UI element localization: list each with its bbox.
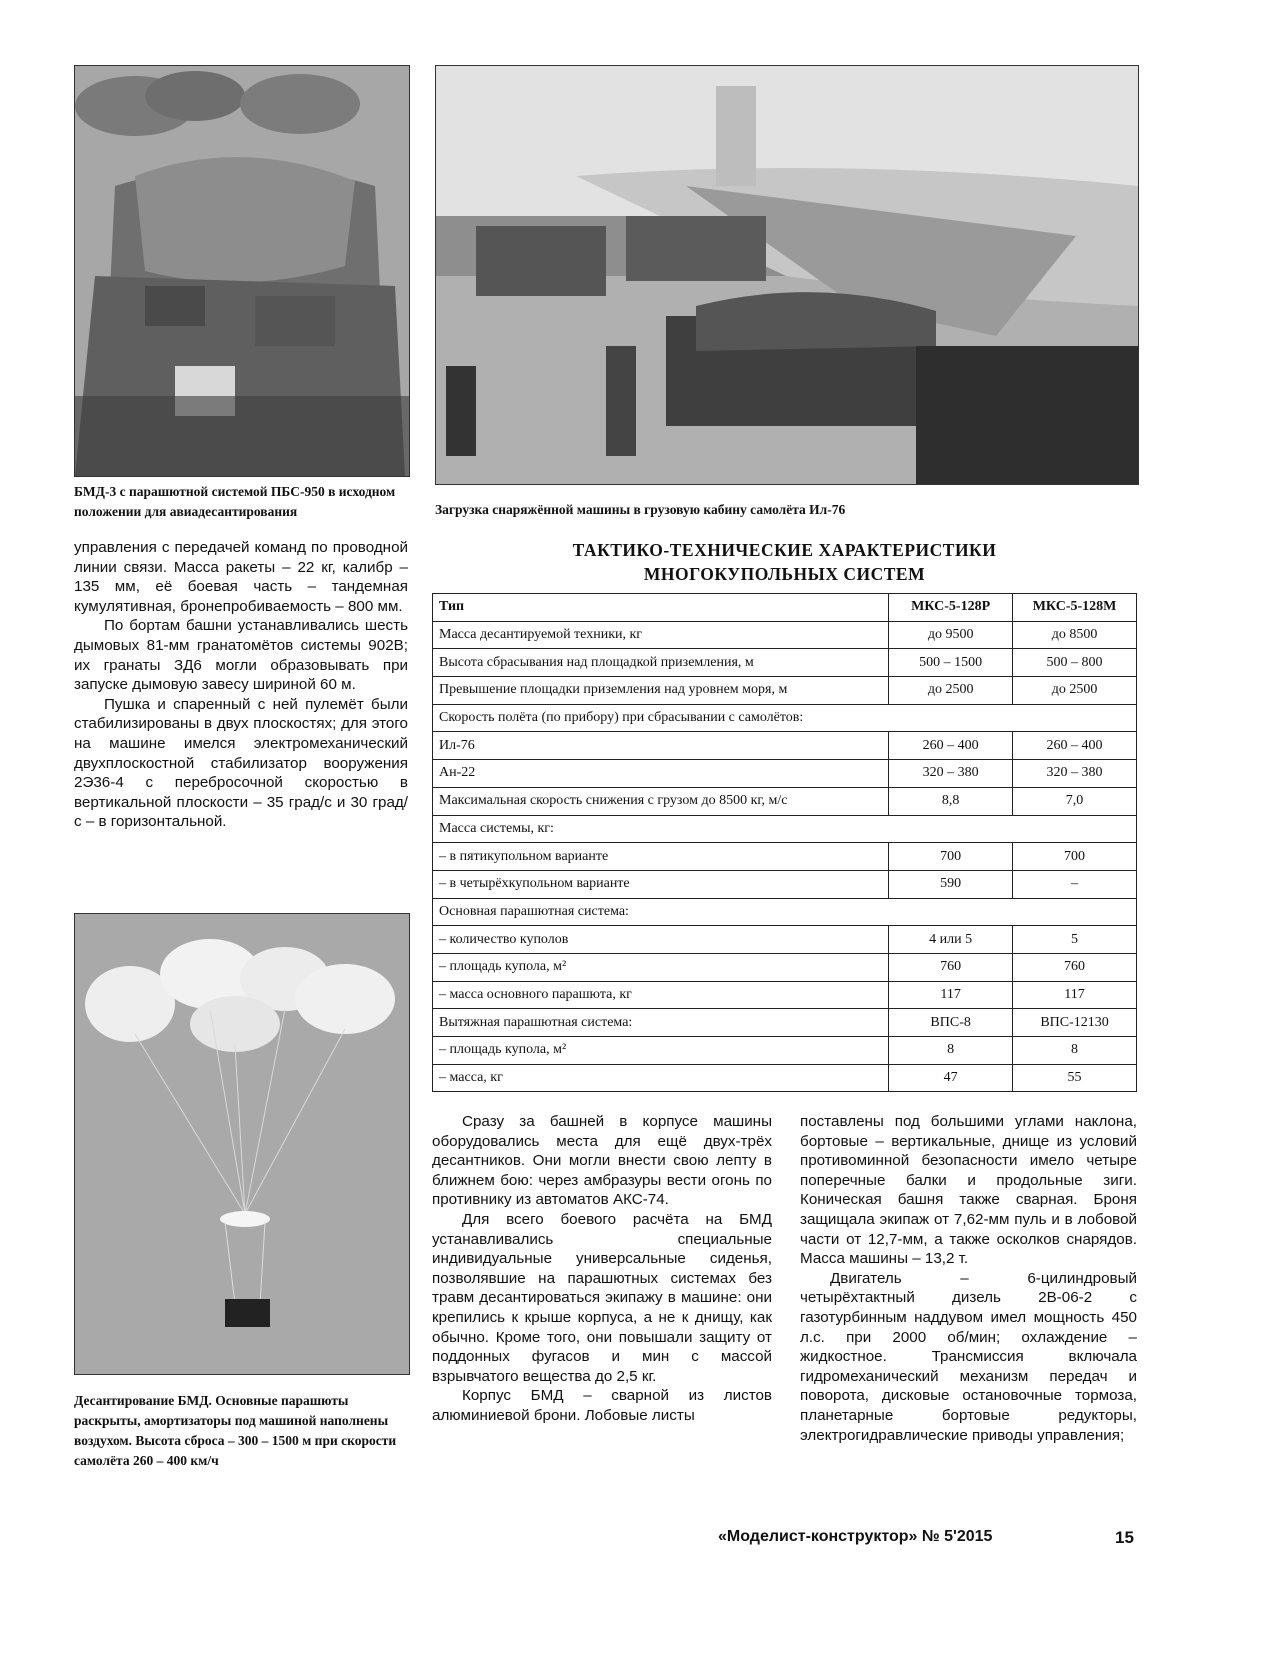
table-row [433, 981, 1137, 1009]
table-param-cell: – масса, кг [433, 1064, 889, 1092]
table-value-cell: 260 – 400 [1013, 732, 1137, 760]
table-param-cell: Превышение площадки приземления над уровнем моря, м [433, 677, 889, 705]
table-section-cell: Скорость полёта (по прибору) при сбрасывании с самолётов: [433, 704, 1137, 732]
table-value-cell: до 2500 [889, 677, 1013, 705]
table-value-cell: 8 [1013, 1037, 1137, 1065]
paragraph: Корпус БМД – сварной из листов алюминиевой брони. Лобовые листы [432, 1387, 772, 1424]
table-row [433, 953, 1137, 981]
photo-bmd-parachute-drop [74, 913, 410, 1375]
table-value-cell: 700 [889, 843, 1013, 871]
table-value-cell: 590 [889, 870, 1013, 898]
table-value-cell: 7,0 [1013, 787, 1137, 815]
header-mks-128m: МКС-5-128М [1013, 594, 1137, 622]
table-value-cell: 47 [889, 1064, 1013, 1092]
right-column-text [800, 1112, 1137, 1445]
table-param-cell: Ил-76 [433, 732, 889, 760]
table-row [433, 677, 1137, 705]
table-row [433, 649, 1137, 677]
table-row [433, 898, 1137, 926]
table-value-cell: 5 [1013, 926, 1137, 954]
middle-column-text [432, 1112, 772, 1426]
table-param-cell: – в четырёхкупольном варианте [433, 870, 889, 898]
table-value-cell: 320 – 380 [889, 760, 1013, 788]
table-title [432, 538, 1137, 586]
paragraph: Двигатель – 6-цилиндровый четырёхтактный дизель 2В-06-2 с газотурбинным наддувом имел мощность 450 л.с. при 2000 об/мин; охлаждение – жидкостное. Трансмиссия включала гидромеханический механизм передач и поворота, дисковые остановочные тормоза, планетарные бортовые редукторы, электрогидравлические приводы управления; [800, 1269, 1137, 1444]
paragraph: управления с передачей команд по проводной линии связи. Масса ракеты – 22 кг, калибр – 135 мм, её боевая часть – тандемная кумулятивная, бронепробиваемость – 800 мм. [74, 539, 408, 615]
photo-bmd3-parachute [74, 65, 410, 477]
table-value-cell: 55 [1013, 1064, 1137, 1092]
table-value-cell: 260 – 400 [889, 732, 1013, 760]
left-column-text [74, 538, 408, 832]
table-param-cell: Ан-22 [433, 760, 889, 788]
footer-magazine: «Моделист-конструктор» № 5'2015 [718, 1528, 993, 1545]
table-value-cell: 760 [889, 953, 1013, 981]
paragraph: По бортам башни устанавливались шесть дымовых 81-мм гранатомётов системы 902В; их гранаты ЗД6 могли образовывать при запуске дымовую завесу шириной 60 м. [74, 617, 408, 694]
table-param-cell: Максимальная скорость снижения с грузом до 8500 кг, м/с [433, 787, 889, 815]
table-value-cell: 117 [889, 981, 1013, 1009]
table-param-cell: Масса десантируемой техники, кг [433, 621, 889, 649]
caption-photo3: Десантирование БМД. Основные парашюты раскрыты, амортизаторы под машиной наполнены воздухом. Высота сброса – 300 – 1500 м при скорости самолёта 260 – 400 км/ч [74, 1393, 397, 1468]
table-row [433, 704, 1137, 732]
table-row [433, 1009, 1137, 1037]
paragraph: Для всего боевого расчёта на БМД устанавливались специальные индивидуальные универсальные сиденья, позволявшие на парашютных системах без травм десантироваться экипажу в машине: они крепились к крыше корпуса, а не к днищу, как обычно. Кроме того, они повышали защиту от поддонных фугасов и мин с массой взрывчатого вещества до 2,5 кг. [432, 1210, 772, 1385]
header-type: Тип [433, 594, 889, 622]
table-row [433, 870, 1137, 898]
table-value-cell: – [1013, 870, 1137, 898]
table-param-cell: – масса основного парашюта, кг [433, 981, 889, 1009]
table-row [433, 787, 1137, 815]
table-value-cell: ВПС-12130 [1013, 1009, 1137, 1037]
table-section-cell: Основная парашютная система: [433, 898, 1137, 926]
table-row [433, 843, 1137, 871]
table-title-line1: ТАКТИКО-ТЕХНИЧЕСКИЕ ХАРАКТЕРИСТИКИ [572, 540, 997, 560]
table-value-cell: до 2500 [1013, 677, 1137, 705]
table-param-cell: Высота сбрасывания над площадкой приземления, м [433, 649, 889, 677]
caption-photo1: БМД-3 с парашютной системой ПБС-950 в исходном положении для авиадесантирования [74, 484, 396, 519]
table-row [433, 760, 1137, 788]
table-title-line2: МНОГОКУПОЛЬНЫХ СИСТЕМ [643, 564, 926, 584]
table-value-cell: до 9500 [889, 621, 1013, 649]
table-value-cell: 500 – 800 [1013, 649, 1137, 677]
table-row [433, 1064, 1137, 1092]
header-mks-128r: МКС-5-128Р [889, 594, 1013, 622]
spec-table-wrapper [432, 593, 1137, 1092]
table-value-cell: до 8500 [1013, 621, 1137, 649]
table-row [433, 621, 1137, 649]
spec-table [432, 593, 1137, 1092]
table-row [433, 732, 1137, 760]
table-value-cell: ВПС-8 [889, 1009, 1013, 1037]
paragraph: поставлены под большими углами наклона, бортовые – вертикальные, днище из условий противоминной безопасности имело четыре поперечные балки и продольные зиги. Коническая башня также сварная. Броня защищала экипаж от 7,62-мм пуль и в лобовой части от 12,7-мм, а также осколков снарядов. Масса машины – 13,2 т. [800, 1113, 1137, 1268]
table-row [433, 815, 1137, 843]
table-value-cell: 4 или 5 [889, 926, 1013, 954]
paragraph: Пушка и спаренный с ней пулемёт были стабилизированы в двух плоскостях; для этого на машине имелся электромеханический двухплоскостной стабилизатор вооружения 2Э36-4 с перебросочной скоростью в вертикальной плоскости – 35 град/с и 30 град/с – в горизонтальной. [74, 695, 408, 831]
photo-il76-loading [435, 65, 1139, 485]
table-value-cell: 320 – 380 [1013, 760, 1137, 788]
table-value-cell: 500 – 1500 [889, 649, 1013, 677]
table-value-cell: 8 [889, 1037, 1013, 1065]
caption-photo2: Загрузка снаряжённой машины в грузовую кабину самолёта Ил-76 [435, 502, 846, 517]
table-value-cell: 8,8 [889, 787, 1013, 815]
table-value-cell: 117 [1013, 981, 1137, 1009]
footer-page-number: 15 [1115, 1528, 1134, 1547]
table-param-cell: – площадь купола, м² [433, 1037, 889, 1065]
table-row [433, 1037, 1137, 1065]
table-value-cell: 760 [1013, 953, 1137, 981]
table-header-row [433, 594, 1137, 622]
table-param-cell: – в пятикупольном варианте [433, 843, 889, 871]
table-value-cell: 700 [1013, 843, 1137, 871]
paragraph: Сразу за башней в корпусе машины оборудовались места для ещё двух-трёх десантников. Они могли внести свою лепту в ближнем бою: через амбразуры вести огонь по противнику из автоматов АКС-74. [432, 1113, 772, 1209]
table-section-cell: Масса системы, кг: [433, 815, 1137, 843]
table-row [433, 926, 1137, 954]
table-param-cell: – площадь купола, м² [433, 953, 889, 981]
table-param-cell: – количество куполов [433, 926, 889, 954]
table-param-cell: Вытяжная парашютная система: [433, 1009, 889, 1037]
